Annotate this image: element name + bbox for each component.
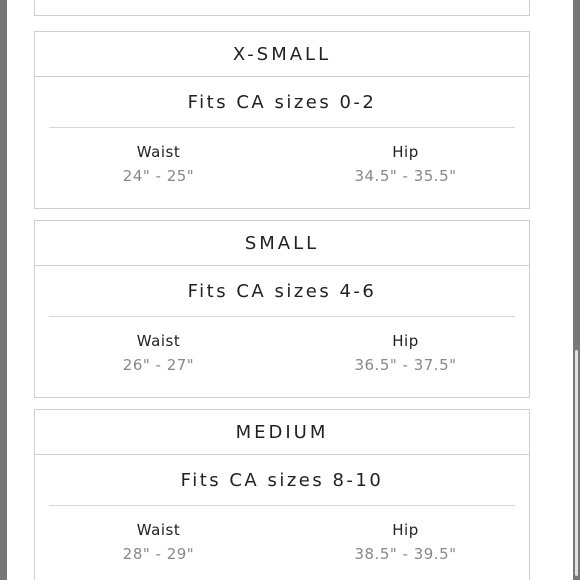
waist-measure	[35, 317, 282, 374]
waist-value: 26" - 27"	[122, 356, 195, 374]
hip-measure	[282, 317, 529, 374]
size-name: MEDIUM	[35, 410, 529, 455]
hip-measure	[282, 128, 529, 185]
size-fits-text: Fits CA sizes 4-6	[187, 280, 377, 302]
size-name: X-SMALL	[35, 32, 529, 77]
hip-label: Hip	[392, 521, 419, 539]
hip-label: Hip	[392, 332, 419, 350]
size-card-previous	[34, 0, 530, 16]
waist-label: Waist	[136, 332, 181, 350]
measurements-row	[35, 317, 529, 397]
size-fits-text: Fits CA sizes 8-10	[180, 469, 384, 491]
waist-value: 28" - 29"	[122, 545, 195, 563]
hip-measure	[282, 506, 529, 563]
size-card-small	[34, 220, 530, 398]
hip-value: 38.5" - 39.5"	[354, 545, 457, 563]
scrollbar-thumb[interactable]	[575, 350, 578, 576]
waist-label: Waist	[136, 143, 181, 161]
waist-measure	[35, 506, 282, 563]
left-frame-border	[0, 0, 7, 580]
measurements-row	[35, 128, 529, 208]
size-fits-text: Fits CA sizes 0-2	[187, 91, 377, 113]
waist-measure	[35, 128, 282, 185]
hip-label: Hip	[392, 143, 419, 161]
waist-value: 24" - 25"	[122, 167, 195, 185]
size-name: SMALL	[35, 221, 529, 266]
waist-label: Waist	[136, 521, 181, 539]
size-card-x-small	[34, 31, 530, 209]
measurements-row	[35, 506, 529, 580]
hip-value: 36.5" - 37.5"	[354, 356, 457, 374]
size-card-medium	[34, 409, 530, 580]
hip-value: 34.5" - 35.5"	[354, 167, 457, 185]
